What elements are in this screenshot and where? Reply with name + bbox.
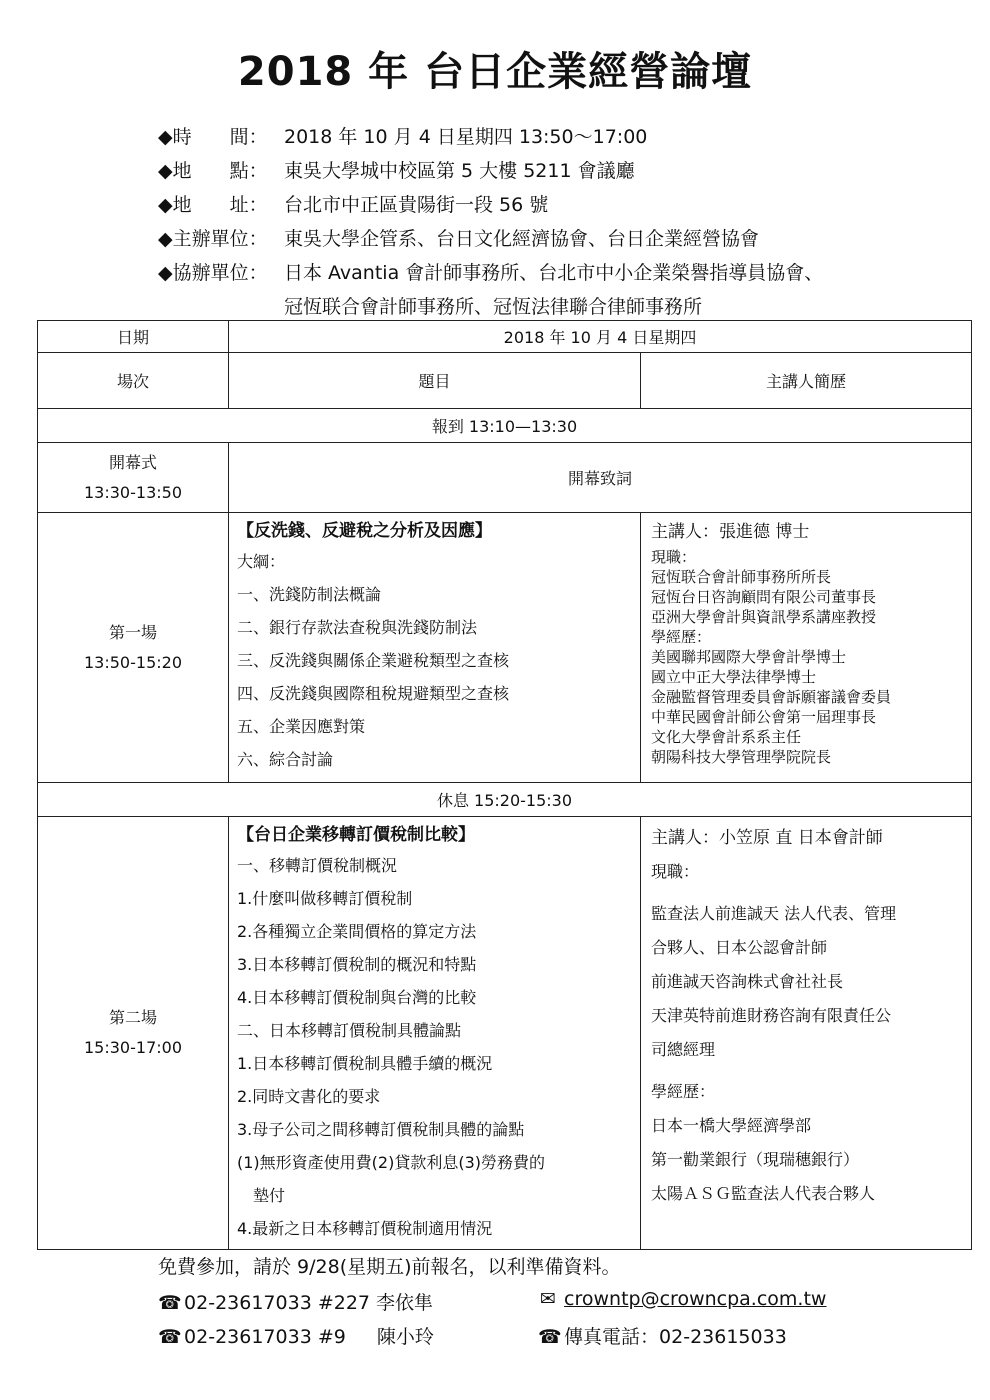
contact-row-2 (158, 1322, 434, 1349)
session1-cell (38, 513, 229, 783)
contact-phone-1: 02-23617033 #227 李依隼 (184, 1292, 434, 1314)
contact-email[interactable]: crowntp@crowncpa.com.tw (564, 1288, 827, 1310)
bio-line: 美國聯邦國際大學會計學博士 (651, 648, 847, 666)
bio-line: 朝陽科技大學管理學院院長 (651, 748, 832, 766)
session2-name: 第二場 (108, 1008, 157, 1027)
bio-line: 現職： (651, 862, 700, 881)
outline-item: 五、企業因應對策 (237, 717, 366, 736)
bio-line: 司總經理 (651, 1040, 716, 1059)
event-info (158, 120, 823, 324)
email-icon: ✉ (540, 1288, 556, 1310)
bio-line: 冠恆台日咨詢顧問有限公司董事長 (651, 588, 877, 606)
outline-item: 大綱： (237, 552, 286, 571)
date-value: 2018 年 10 月 4 日星期四 (229, 321, 972, 353)
outline-item: 三、反洗錢與關係企業避稅類型之查核 (237, 651, 510, 670)
session2-time: 15:30-17:00 (84, 1038, 182, 1057)
col-topic: 題目 (229, 353, 641, 409)
bio-line: 前進誠天咨詢株式會社社長 (651, 972, 844, 991)
outline-item: 四、反洗錢與國際租稅規避類型之查核 (237, 684, 510, 703)
session1-time: 13:50-15:20 (84, 652, 182, 672)
contact-email-row (538, 1288, 826, 1310)
outline-item: 一、移轉訂價稅制概況 (237, 856, 398, 875)
bio-line: 學經歷： (651, 628, 712, 646)
col-speaker: 主講人簡歷 (641, 353, 972, 409)
info-address: ◆地 址： 台北市中正區貴陽街一段 56 號 (158, 194, 549, 216)
session2-speaker (641, 817, 972, 1250)
info-time: ◆時 間： 2018 年 10 月 4 日星期四 13:50～17:00 (158, 126, 648, 148)
contact-fax: 傳真電話：02-23615033 (564, 1326, 787, 1348)
session1-topic (229, 513, 641, 783)
info-cohost: ◆協辦單位： 日本 Avantia 會計師事務所、台北市中小企業榮譽指導員協會、 (158, 262, 824, 284)
info-place: ◆地 點： 東吳大學城中校區第 5 大樓 5211 會議廳 (158, 160, 635, 182)
session2-cell (38, 817, 229, 1250)
outline-item: 4.日本移轉訂價稅制與台灣的比較 (237, 988, 477, 1007)
contact-phone-2: 02-23617033 #9 陳小玲 (184, 1326, 434, 1348)
bio-line: 學經歷： (651, 1082, 716, 1101)
outline-item: 1.什麼叫做移轉訂價稅制 (237, 889, 413, 908)
outline-item: 4.最新之日本移轉訂價稅制適用情況 (237, 1219, 493, 1238)
col-session: 場次 (38, 353, 229, 409)
bio-line: 金融監督管理委員會訴願審議會委員 (651, 688, 892, 706)
session1-speaker (641, 513, 972, 783)
bio-line (651, 889, 961, 897)
info-cohost-cont: 冠恆联合會計師事務所、冠恆法律聯合律師事務所 (284, 296, 703, 318)
speaker-name: 主講人：張進德 博士 (651, 522, 810, 542)
schedule-table (37, 320, 972, 1250)
outline-item: 二、銀行存款法查稅與洗錢防制法 (237, 618, 478, 637)
outline-item: 2.同時文書化的要求 (237, 1087, 381, 1106)
bio-line: 日本一橋大學經濟學部 (651, 1116, 812, 1135)
registration-note: 免費參加，請於 9/28(星期五)前報名，以利準備資料。 (158, 1256, 621, 1278)
outline-item: 墊付 (237, 1186, 286, 1205)
outline-item: (1)無形資產使用費(2)貸款利息(3)勞務費的 (237, 1153, 545, 1172)
session2-topic (229, 817, 641, 1250)
page-title: 2018 年 台日企業經營論壇 (237, 49, 753, 95)
bio-line (651, 1067, 961, 1075)
bio-line: 冠恆联合會計師事務所所長 (651, 568, 832, 586)
outline-item: 2.各種獨立企業間價格的算定方法 (237, 922, 477, 941)
outline-item: 3.日本移轉訂價稅制的概況和特點 (237, 955, 477, 974)
bio-line: 現職： (651, 548, 697, 566)
outline-item: 二、日本移轉訂價稅制具體論點 (237, 1021, 462, 1040)
session1-heading: 【反洗錢、反避稅之分析及因應】 (237, 521, 492, 541)
bio-line: 天津英特前進財務咨詢有限責任公 (651, 1006, 892, 1025)
speaker-name: 主講人：小笠原 直 日本會計師 (651, 828, 883, 848)
phone-icon: ☎ (158, 1292, 182, 1314)
bio-line: 第一勸業銀行（現瑞穗銀行） (651, 1150, 860, 1169)
registration-row: 報到 13:10—13:30 (38, 409, 972, 443)
outline-item: 1.日本移轉訂價稅制具體手續的概況 (237, 1054, 493, 1073)
opening-time: 13:30-13:50 (84, 482, 182, 502)
bio-line: 太陽ＡＳＧ監查法人代表合夥人 (651, 1184, 876, 1203)
opening-name: 開幕式 (108, 452, 157, 472)
bio-line: 合夥人、日本公認會計師 (651, 938, 828, 957)
session2-heading: 【台日企業移轉訂價稅制比較】 (237, 825, 475, 845)
opening-topic: 開幕致詞 (229, 443, 972, 513)
outline-item: 3.母子公司之間移轉訂價稅制具體的論點 (237, 1120, 525, 1139)
phone-icon: ☎ (158, 1326, 182, 1348)
bio-line: 中華民國會計師公會第一屆理事長 (651, 708, 877, 726)
contact-row-1 (158, 1288, 433, 1315)
date-label: 日期 (38, 321, 229, 353)
bio-line: 國立中正大學法律學博士 (651, 668, 817, 686)
bio-line: 亞洲大學會計與資訊學系講座教授 (651, 608, 877, 626)
bio-line: 文化大學會計系系主任 (651, 728, 802, 746)
bio-line: 監查法人前進誠天 法人代表、管理 (651, 904, 897, 923)
session1-name: 第一場 (108, 622, 157, 642)
info-host: ◆主辦單位： 東吳大學企管系、台日文化經濟協會、台日企業經營協會 (158, 228, 760, 250)
opening-session (38, 443, 229, 513)
contact-fax-row (538, 1322, 787, 1349)
outline-item: 六、綜合討論 (237, 750, 334, 769)
break-row: 休息 15:20-15:30 (38, 783, 972, 817)
outline-item: 一、洗錢防制法概論 (237, 585, 382, 604)
fax-icon: ☎ (538, 1326, 562, 1348)
